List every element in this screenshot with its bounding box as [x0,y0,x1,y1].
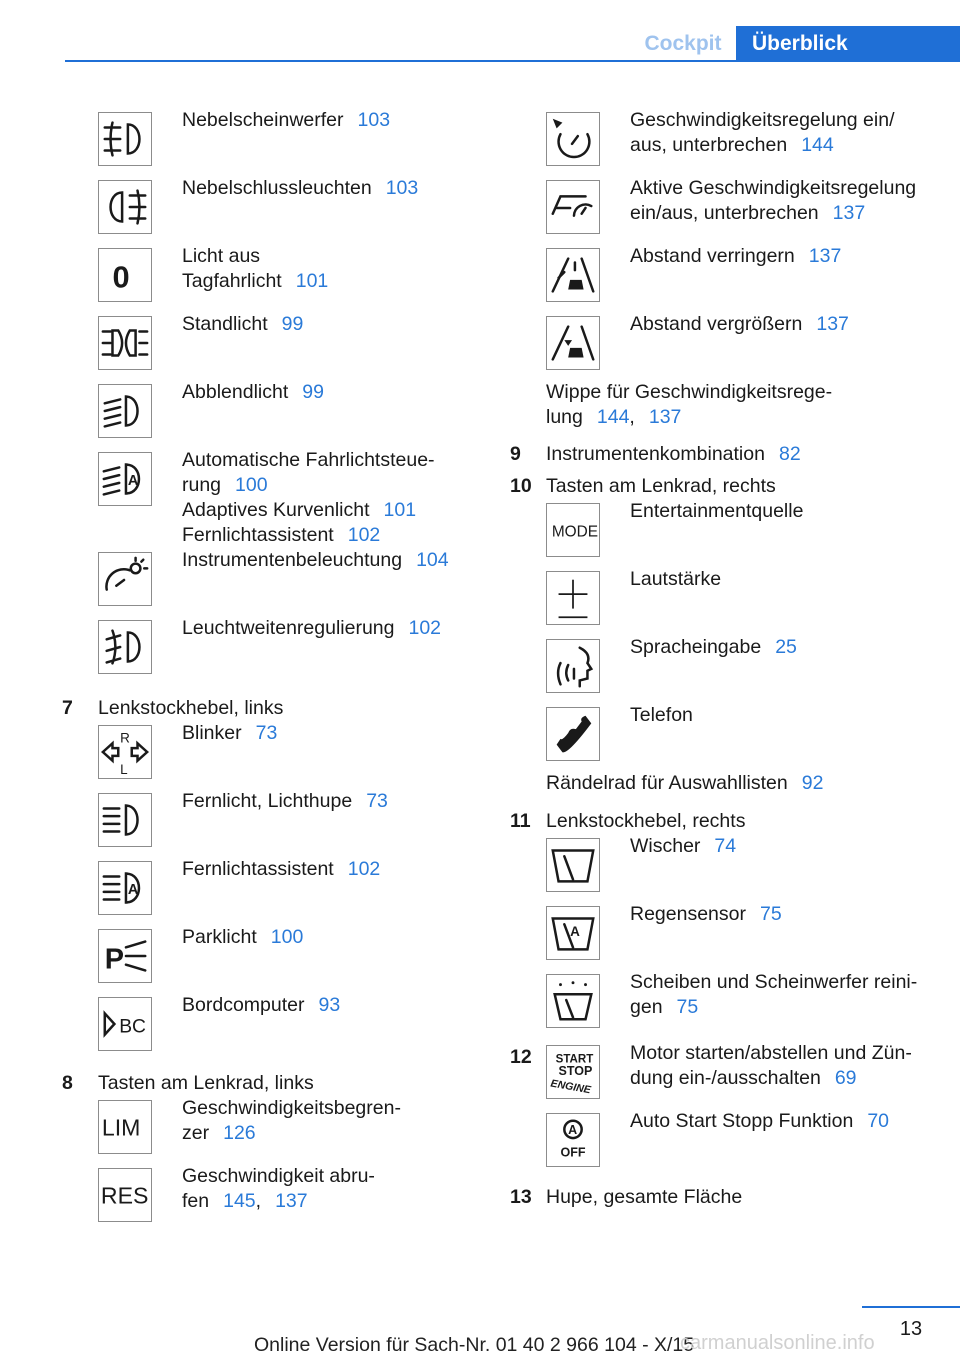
left-column [62,108,472,1232]
entry-label: Scheiben und Scheinwerfer reini- [630,971,918,993]
low-beam-icon [98,384,152,438]
page-reference[interactable]: 93 [318,994,341,1016]
entry-label: zer [182,1122,210,1144]
icon-entry [510,176,950,244]
section-heading [510,809,950,834]
icon-entry [510,108,950,176]
svg-text:BC: BC [119,1016,146,1038]
svg-text:A: A [570,923,580,939]
entry-line [182,548,472,573]
distance-increase-icon [546,316,600,370]
icon-entry [62,176,472,244]
icon-entry [62,448,472,548]
entry-line [182,380,472,405]
section-title: Lenkstockhebel, rechts [546,810,746,832]
svg-text:LIM: LIM [101,1114,141,1141]
entry-line [630,703,950,728]
tab-cockpit[interactable]: Cockpit [644,32,722,55]
entry-label: Adaptives Kurvenlicht [182,499,370,521]
entry-label: Automatische Fahrlichtsteue- [182,449,435,471]
washer-icon [546,974,600,1028]
onboard-computer-icon [98,997,152,1051]
entry-label: Nebelscheinwerfer [182,109,344,131]
page-reference[interactable]: 145 [223,1190,256,1212]
rear-fog-light-icon [98,180,152,234]
entry-label: Aktive Geschwindigkeitsregelung [630,177,917,199]
entry-label: Abblendlicht [182,381,289,403]
park-light-icon [98,929,152,983]
parking-lights-icon [98,316,152,370]
section-heading [62,1071,472,1096]
entry-label: ein/aus, unterbrechen [630,202,819,224]
entry-line [182,616,472,641]
page-number: 13 [899,1318,923,1340]
auto-headlight-icon [98,452,152,506]
entry-label: rung [182,474,222,496]
entry-label: Telefon [630,704,693,726]
phone-icon [546,707,600,761]
section-number: 8 [62,1072,73,1094]
page-reference[interactable]: 25 [775,636,797,658]
entry-line [630,1066,950,1091]
page-reference[interactable]: 103 [357,109,391,131]
page-reference[interactable]: 100 [235,474,268,496]
icon-entry [62,1096,472,1164]
page-separator: , [629,406,635,428]
entry-label: Geschwindigkeit abru- [182,1165,375,1187]
watermark: carmanualsonline.info [680,1332,875,1354]
entry-line [182,269,472,294]
page-reference[interactable]: 99 [281,313,304,335]
entry-line [182,1189,472,1214]
entry-label: aus, unterbrechen [630,134,788,156]
section-title: Tasten am Lenkrad, rechts [546,475,776,497]
page-reference[interactable]: 137 [832,202,866,224]
icon-entry [62,993,472,1061]
thumbwheel-note: Rändelrad für Auswahllisten 92 [546,772,824,794]
volume-icon [546,571,600,625]
entry-line [630,244,950,269]
page-reference[interactable]: 92 [801,772,824,794]
icon-entry [510,1041,950,1109]
entry-line [630,834,950,859]
page-reference[interactable]: 101 [295,270,329,292]
instrument-lighting-icon [98,552,152,606]
section-title: Lenkstockhebel, links [98,697,284,719]
section-number: 11 [510,810,531,832]
page-reference[interactable]: 74 [714,835,737,857]
section-number: 12 [510,1046,532,1068]
entry-line [182,993,472,1018]
limiter-icon [98,1100,152,1154]
page-reference[interactable]: 101 [383,499,417,521]
svg-text:R: R [120,730,130,746]
entry-line [630,108,950,133]
section-number: 13 [510,1186,532,1208]
distance-decrease-icon [546,248,600,302]
icon-entry [510,244,950,312]
entry-line [182,523,472,548]
entry-line [630,1109,950,1134]
entry-line [182,176,472,201]
entry-line [630,567,950,592]
right-column [510,108,950,1210]
icon-entry [62,548,472,616]
entry-label: Abstand vergrößern [630,313,803,335]
page-reference[interactable]: 137 [275,1190,308,1212]
entry-label: Spracheingabe [630,636,762,658]
section-number: 7 [62,697,73,719]
section-heading [510,1185,950,1210]
entry-line [182,1121,472,1146]
entry-line [182,1164,472,1189]
section-title: Hupe, gesamte Fläche [546,1186,743,1208]
section-number: 9 [510,443,521,465]
entry-label: Parklicht [182,926,257,948]
page-reference[interactable]: 104 [416,549,449,571]
entry-label: Auto Start Stopp Funktion [630,1110,854,1132]
entry-line [182,1096,472,1121]
entry-label: Licht aus [182,245,261,267]
icon-entry [510,499,950,567]
entry-line [182,498,472,523]
svg-text:A: A [568,1123,578,1138]
svg-text:A: A [127,881,139,898]
entry-label: Motor starten/abstellen und Zün- [630,1042,912,1064]
svg-text:L: L [120,762,128,778]
icon-entry [62,108,472,176]
entry-label: Fernlicht, Lichthupe [182,790,353,812]
headlight-range-icon [98,620,152,674]
entry-line [182,244,472,269]
icon-entry [510,703,950,771]
icon-entry [62,1164,472,1232]
page-reference[interactable]: 137 [816,313,849,335]
voice-input-icon [546,639,600,693]
page-reference[interactable]: 75 [760,903,782,925]
svg-text:MODE: MODE [551,523,599,541]
entry-label: Fernlichtassistent [182,524,334,546]
icon-entry [62,380,472,448]
page-reference[interactable]: 73 [255,722,278,744]
svg-text:RES: RES [100,1182,149,1209]
icon-entry [510,635,950,703]
entry-line [630,995,950,1020]
icon-entry [62,789,472,857]
entry-line [182,789,472,814]
page-reference[interactable]: 126 [223,1122,256,1144]
icon-entry [510,312,950,380]
page-reference[interactable]: 73 [366,790,388,812]
entry-line [182,448,472,473]
entry-line [630,133,950,158]
entry-line [630,312,950,337]
entry-line [182,857,472,882]
entry-line [182,473,472,498]
icon-entry [510,567,950,635]
entry-label: fen [182,1190,210,1212]
icon-entry [62,244,472,312]
entry-label: Blinker [182,722,242,744]
section-title: Instrumentenkombination [546,443,765,465]
entry-label: Entertainmentquelle [630,500,804,522]
svg-text:STOP: STOP [558,1063,593,1078]
entry-label: Wischer [630,835,701,857]
section-number: 10 [510,475,532,497]
entry-line [630,970,950,995]
page-reference[interactable]: 82 [778,443,801,465]
entry-line [630,635,950,660]
lights-off-icon [98,248,152,302]
entry-label: Abstand verringern [630,245,795,267]
svg-text:ENGINE: ENGINE [549,1077,592,1097]
svg-text:A: A [127,472,139,489]
svg-text:P: P [104,943,125,976]
page-reference[interactable]: 99 [302,381,324,403]
section-title: Tasten am Lenkrad, links [98,1072,314,1094]
page-reference[interactable]: 100 [270,926,304,948]
start-stop-engine-icon [546,1045,600,1099]
icon-entry [510,834,950,902]
page-reference[interactable]: 144 [596,406,630,428]
auto-start-stop-off-icon [546,1113,600,1167]
page-reference[interactable]: 102 [347,524,381,546]
svg-text:START: START [555,1053,594,1066]
svg-text:OFF: OFF [560,1145,586,1160]
svg-text:0: 0 [112,259,130,295]
entry-label: Lautstärke [630,568,722,590]
page-separator: , [255,1190,262,1212]
entry-label: Bordcomputer [182,994,305,1016]
section-heading [62,696,472,721]
tab-overview[interactable]: Überblick [736,26,960,62]
page-reference[interactable]: 137 [648,406,682,428]
entry-label: Geschwindigkeitsregelung ein/ [630,109,895,131]
icon-entry [62,312,472,380]
entry-line [630,1041,950,1066]
resume-icon [98,1168,152,1222]
wiper-icon [546,838,600,892]
entry-label: Geschwindigkeitsbegren- [182,1097,401,1119]
entry-line [182,925,472,950]
entry-label: Nebelschlussleuchten [182,177,372,199]
entry-label: Leuchtweitenregulierung [182,617,395,639]
page-reference[interactable]: 102 [347,858,381,880]
entry-line [182,108,472,133]
entry-line [630,902,950,927]
entry-label: Instrumentenbeleuchtung [182,549,403,571]
entry-line [630,176,950,201]
page-reference[interactable]: 103 [385,177,419,199]
mode-icon [546,503,600,557]
section-heading [510,442,950,467]
entry-label: dung ein-/ausschalten [630,1067,821,1089]
icon-entry [510,970,950,1038]
turn-signal-icon [98,725,152,779]
page-reference[interactable]: 75 [676,996,699,1018]
icon-entry [510,902,950,970]
entry-label: Standlicht [182,313,268,335]
entry-label: Regensensor [630,903,746,925]
page-reference[interactable]: 69 [834,1067,857,1089]
icon-entry [62,857,472,925]
rocker-switch-note: Wippe für Geschwindigkeitsrege- lung 144, 137 [546,381,833,428]
entry-label: gen [630,996,663,1018]
rain-sensor-icon [546,906,600,960]
icon-entry [510,1109,950,1177]
entry-line [630,499,950,524]
page-reference[interactable]: 102 [408,617,442,639]
entry-label: Fernlichtassistent [182,858,334,880]
page-reference[interactable]: 70 [867,1110,890,1132]
active-cruise-icon [546,180,600,234]
entry-label: Tagfahrlicht [182,270,282,292]
entry-line [182,721,472,746]
cruise-control-icon [546,112,600,166]
icon-entry [62,616,472,684]
page-reference[interactable]: 137 [808,245,842,267]
fog-light-icon [98,112,152,166]
high-beam-icon [98,793,152,847]
page-reference[interactable]: 144 [801,134,834,156]
online-version-note: Online Version für Sach-Nr. 01 40 2 966 104 - X/15 [254,1334,695,1356]
icon-entry [62,925,472,993]
section-heading [510,474,950,499]
high-beam-assist-icon [98,861,152,915]
entry-line [182,312,472,337]
footer-rule [862,1306,960,1308]
icon-entry [62,721,472,789]
header-rule [65,60,960,62]
entry-line [630,201,950,226]
